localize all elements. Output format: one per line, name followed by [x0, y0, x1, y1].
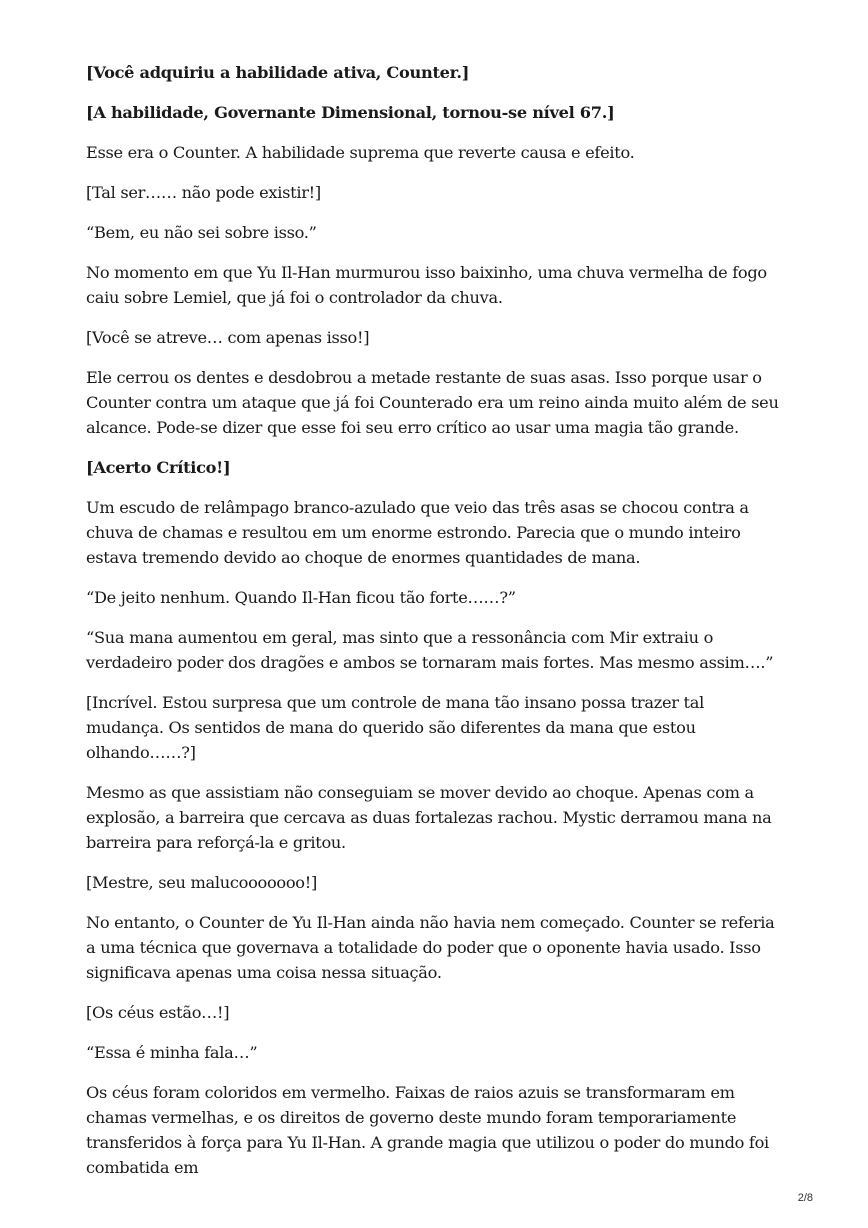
paragraph: “Bem, eu não sei sobre isso.”	[86, 223, 317, 242]
paragraph: [Você adquiriu a habilidade ativa, Counter.]	[86, 63, 470, 82]
paragraph: Mesmo as que assistiam não conseguiam se mover devido ao choque. Apenas com a explosão, a barreira que cercava as duas fortalezas rachou. Mystic derramou mana na barreira para reforçá-la e gritou.	[86, 783, 772, 852]
paragraph: No momento em que Yu Il-Han murmurou isso baixinho, uma chuva vermelha de fogo caiu sobre Lemiel, que já foi o controlador da chuva.	[86, 263, 767, 307]
paragraph: [A habilidade, Governante Dimensional, tornou-se nível 67.]	[86, 103, 615, 122]
document-page	[86, 60, 786, 1195]
paragraph: Um escudo de relâmpago branco-azulado que veio das três asas se chocou contra a chuva de chamas e resultou em um enorme estrondo. Parecia que o mundo inteiro estava tremendo devido ao choque de enormes quantidades de mana.	[86, 498, 749, 567]
paragraph: Os céus foram coloridos em vermelho. Faixas de raios azuis se transformaram em chamas vermelhas, e os direitos de governo deste mundo foram temporariamente transferidos à força para Yu Il-Han. A grande magia que utilizou o poder do mundo foi combatida em	[86, 1083, 769, 1177]
paragraph: Esse era o Counter. A habilidade suprema que reverte causa e efeito.	[86, 143, 635, 162]
paragraph: [Você se atreve… com apenas isso!]	[86, 328, 370, 347]
page-number: 2/8	[797, 1192, 813, 1204]
paragraph: No entanto, o Counter de Yu Il-Han ainda não havia nem começado. Counter se referia a uma técnica que governava a totalidade do poder que o oponente havia usado. Isso significava apenas uma coisa nessa situação.	[86, 913, 775, 982]
paragraph: [Incrível. Estou surpresa que um controle de mana tão insano possa trazer tal mudança. Os sentidos de mana do querido são diferentes da mana que estou olhando……?]	[86, 693, 704, 762]
paragraph: “Essa é minha fala…”	[86, 1043, 258, 1062]
paragraph: “Sua mana aumentou em geral, mas sinto que a ressonância com Mir extraiu o verdadeiro poder dos dragões e ambos se tornaram mais fortes. Mas mesmo assim….”	[86, 628, 774, 672]
paragraph: [Tal ser…… não pode existir!]	[86, 183, 321, 202]
paragraph: Ele cerrou os dentes e desdobrou a metade restante de suas asas. Isso porque usar o Counter contra um ataque que já foi Counterado era um reino ainda muito além de seu alcance. Pode-se dizer que esse foi seu erro crítico ao usar uma magia tão grande.	[86, 368, 779, 437]
paragraph: [Acerto Crítico!]	[86, 458, 231, 477]
paragraph: [Mestre, seu malucooooooo!]	[86, 873, 317, 892]
paragraph: [Os céus estão…!]	[86, 1003, 230, 1022]
paragraph: “De jeito nenhum. Quando Il-Han ficou tão forte……?”	[86, 588, 516, 607]
